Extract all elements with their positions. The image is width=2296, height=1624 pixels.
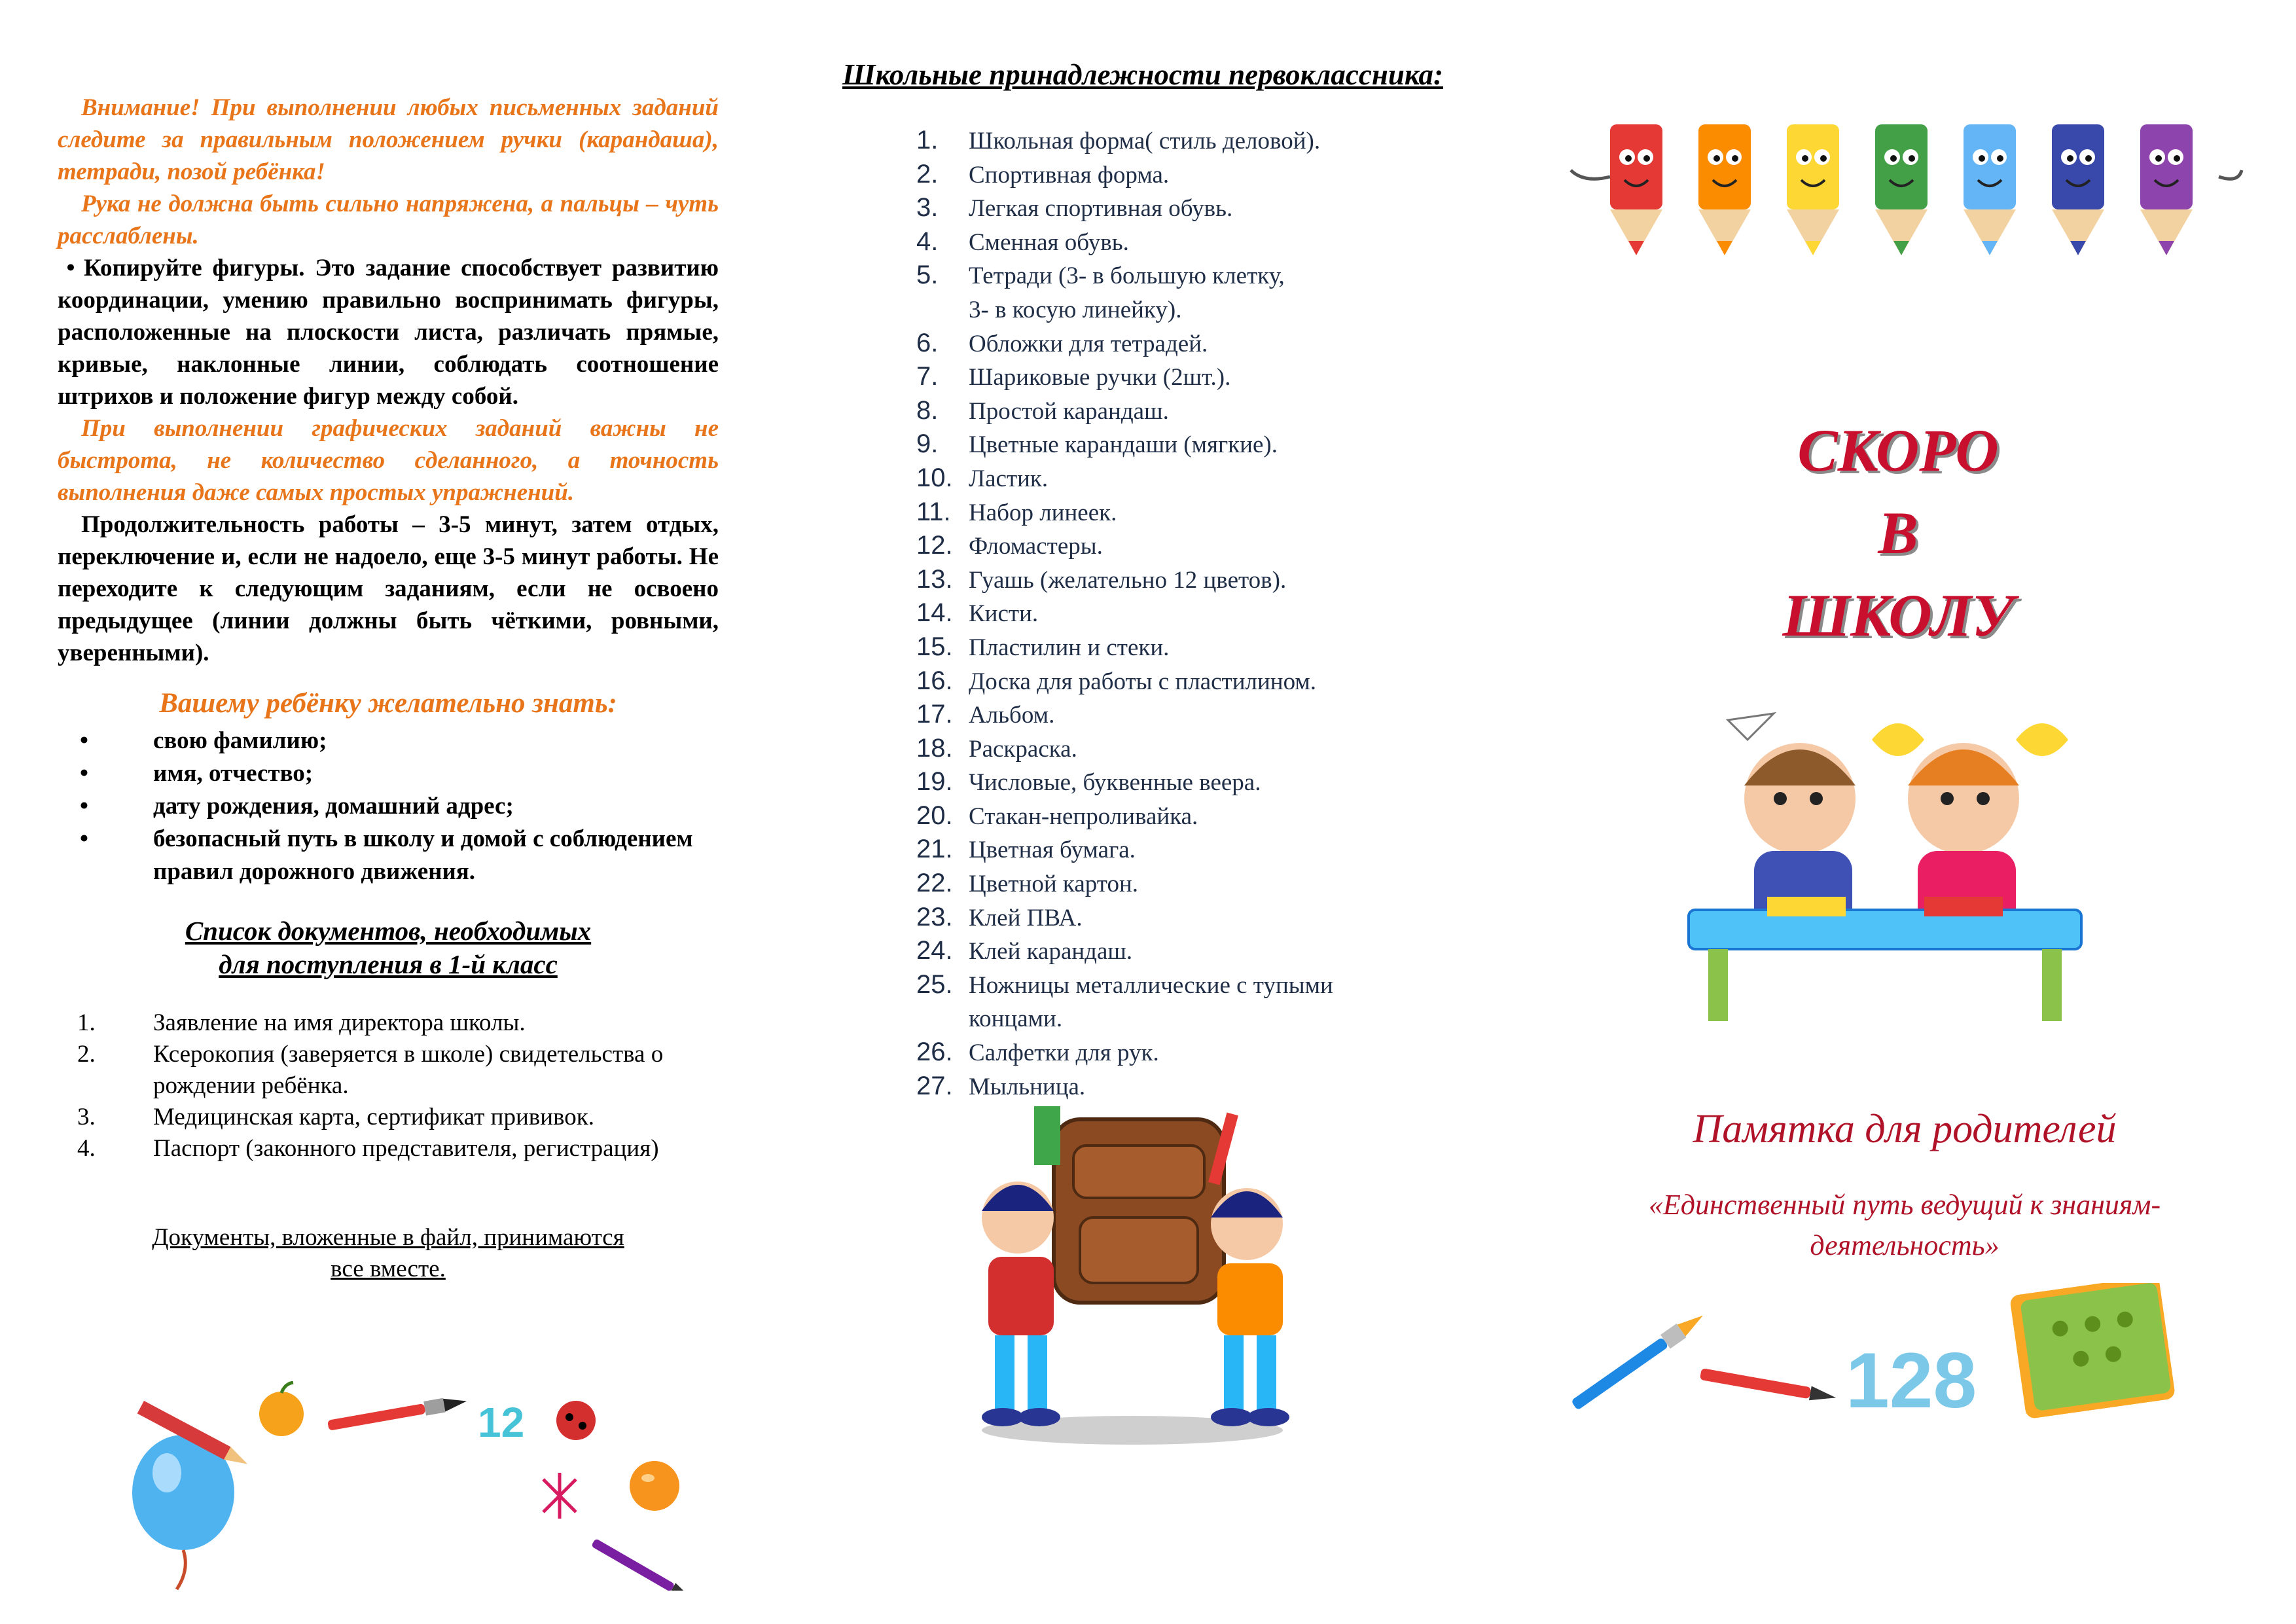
- supply-text: Обложки для тетрадей.: [969, 330, 1208, 357]
- supply-text: Альбом.: [969, 702, 1055, 729]
- item-number: 13.: [916, 564, 953, 594]
- supply-item: [916, 395, 1453, 429]
- supply-item: [916, 259, 1453, 293]
- supply-text: Мыльница.: [969, 1073, 1086, 1100]
- supply-item: [916, 293, 1453, 327]
- supply-item: [916, 462, 1453, 496]
- item-number: 9.: [916, 429, 939, 459]
- bullet-icon: •: [80, 727, 88, 754]
- know-title: Вашему ребёнку желательно знать:: [159, 688, 617, 719]
- supply-item: [916, 901, 1453, 935]
- supply-text: Легкая спортивная обувь.: [969, 195, 1233, 223]
- item-number: 2.: [916, 159, 939, 189]
- item-number: 4.: [916, 226, 939, 256]
- pencil-character-icon: [2140, 124, 2193, 255]
- supply-item: [916, 226, 1453, 260]
- supply-item: [916, 158, 1453, 192]
- item-number: 21.: [916, 835, 953, 864]
- item-number: 25.: [916, 969, 953, 999]
- copy-figures-paragraph: [58, 252, 719, 412]
- supply-item: [916, 1070, 1453, 1104]
- supplies-list: [916, 124, 1453, 1104]
- pencil-hand-icon: [2219, 170, 2242, 179]
- supply-text: Ножницы металлические с тупыми: [969, 971, 1333, 999]
- book-icon: [2009, 1283, 2176, 1419]
- item-number: 22.: [916, 869, 953, 898]
- supply-item: [916, 530, 1453, 564]
- know-item-text: дату рождения, домашний адрес;: [153, 793, 514, 820]
- supply-text: Фломастеры.: [969, 533, 1103, 560]
- item-number: 17.: [916, 700, 953, 729]
- supply-text: Раскраска.: [969, 735, 1077, 763]
- list-item: [58, 757, 719, 790]
- document-text: Паспорт (законного представителя, регистрация): [153, 1135, 659, 1162]
- paintbrush-icon: [327, 1394, 468, 1433]
- kids-backpack-illustration: [956, 1106, 1309, 1447]
- item-number: 6.: [916, 328, 939, 357]
- supply-text: Цветной картон.: [969, 871, 1138, 898]
- supply-item: [916, 192, 1453, 226]
- document-text: Заявление на имя директора школы.: [153, 1009, 526, 1036]
- backpack-icon: [1034, 1106, 1238, 1303]
- supplies-bottom-illustration: [1564, 1283, 2219, 1447]
- pencil-character-icon: [1698, 124, 1751, 255]
- pencil-character-icon: [1610, 124, 1662, 255]
- supply-item: [916, 1036, 1453, 1070]
- item-number: 7.: [916, 362, 939, 391]
- paintbrush-icon: [590, 1537, 696, 1591]
- supply-text: Простой карандаш.: [969, 397, 1169, 425]
- supply-text: Цветные карандаши (мягкие).: [969, 431, 1278, 459]
- supply-text: Сменная обувь.: [969, 228, 1129, 256]
- supply-item: [916, 564, 1453, 598]
- documents-footer-line-2: все вместе.: [331, 1255, 446, 1282]
- know-item-text: безопасный путь в школу и домой с соблюдением правил дорожного движения.: [153, 825, 693, 885]
- supply-text: Кисти.: [969, 600, 1039, 628]
- bullet-icon: •: [80, 825, 88, 852]
- warning-paragraph: Внимание! При выполнении любых письменных заданий следите за правильным положением ручки (карандаша), тетради, позой ребёнка!: [58, 94, 719, 185]
- item-number: 1.: [77, 1009, 96, 1036]
- supply-item: [916, 124, 1453, 158]
- supply-item: [916, 732, 1453, 767]
- digits-label: 128: [1846, 1337, 1977, 1424]
- left-text-block: [58, 92, 719, 1285]
- know-item-text: свою фамилию;: [153, 727, 327, 754]
- document-text: Ксерокопия (заверяется в школе) свидетельства о рождении ребёнка.: [153, 1041, 664, 1099]
- supply-text: Шариковые ручки (2шт.).: [969, 364, 1231, 391]
- desk-icon: [1689, 897, 2081, 1021]
- main-title-line-3: ШКОЛУ: [1782, 582, 2014, 649]
- item-number: 5.: [916, 261, 939, 290]
- supply-item: [916, 631, 1453, 665]
- documents-footer: [58, 1222, 719, 1285]
- quote-line-1: «Единственный путь ведущий к знаниям-: [1648, 1189, 2161, 1221]
- supply-item: [916, 361, 1453, 395]
- supply-item: [916, 766, 1453, 800]
- children-at-desk-illustration: [1649, 700, 2121, 1041]
- supply-text: 3- в косую линейку).: [969, 296, 1182, 323]
- supply-text: Цветная бумага.: [969, 837, 1136, 864]
- supply-item: [916, 698, 1453, 732]
- supply-item: [916, 665, 1453, 699]
- supplies-title: Школьные принадлежности первоклассника:: [842, 58, 1444, 91]
- paintbrush-icon: [1570, 1308, 1708, 1413]
- girl-figure-icon: [1211, 1188, 1289, 1426]
- supply-item: [916, 935, 1453, 969]
- main-title-line-2: В: [1878, 499, 1918, 566]
- snowflake-icon: [543, 1473, 576, 1519]
- supply-text: Салфетки для рук.: [969, 1039, 1159, 1067]
- quote-line-2: деятельность»: [1810, 1229, 2000, 1261]
- left-panel: [0, 0, 759, 1624]
- supply-text: Клей карандаш.: [969, 938, 1133, 965]
- supply-text: концами.: [969, 1005, 1063, 1033]
- supply-text: Тетради (3- в большую клетку,: [969, 262, 1285, 290]
- supply-text: Стакан-непроливайка.: [969, 803, 1198, 830]
- list-item: [58, 790, 719, 823]
- pencil-characters-illustration: [1564, 118, 2245, 275]
- middle-panel: [759, 0, 1525, 1624]
- supply-item: [916, 800, 1453, 834]
- supply-text: Школьная форма( стиль деловой).: [969, 128, 1321, 154]
- supply-item: [916, 428, 1453, 462]
- warning-paragraph-2: Рука не должна быть сильно напряжена, а пальцы – чуть расслаблены.: [58, 190, 719, 249]
- supply-text: Пластилин и стеки.: [969, 634, 1170, 661]
- ladybug-icon: [556, 1401, 596, 1440]
- list-item: [58, 725, 719, 757]
- list-item: [58, 1133, 719, 1164]
- paper-plane-icon: [1728, 713, 1774, 740]
- list-item: [58, 1007, 719, 1039]
- item-number: 12.: [916, 531, 953, 560]
- paintbrush-icon: [1700, 1367, 1838, 1405]
- item-number: 1.: [916, 126, 939, 154]
- supply-text: Ластик.: [969, 465, 1049, 492]
- supply-text: Клей ПВА.: [969, 904, 1083, 931]
- pencil-character-icon: [2052, 124, 2104, 255]
- item-number: 10.: [916, 463, 953, 492]
- supply-text: Гуашь (желательно 12 цветов).: [969, 566, 1287, 594]
- item-number: 3.: [916, 193, 939, 223]
- item-number: 19.: [916, 767, 953, 797]
- documents-title-line-1: Список документов, необходимых: [185, 916, 592, 946]
- supply-text: Доска для работы с пластилином.: [969, 668, 1317, 695]
- graphic-note-paragraph: При выполнении графических заданий важны не быстрота, не количество сделанного, а точность выполнения даже самых простых упражнений.: [58, 415, 719, 506]
- documents-footer-line-1: Документы, вложенные в файл, принимаются: [152, 1224, 624, 1251]
- know-item-text: имя, отчество;: [153, 760, 314, 787]
- documents-title: [58, 914, 719, 981]
- documents-title-line-2: для поступления в 1-й класс: [219, 949, 558, 979]
- item-number: 15.: [916, 632, 953, 661]
- item-number: 16.: [916, 666, 953, 695]
- item-number: 27.: [916, 1071, 953, 1100]
- item-number: 14.: [916, 598, 953, 628]
- pencil-character-icon: [1787, 124, 1839, 255]
- supply-item: [916, 833, 1453, 867]
- supply-item: [916, 1002, 1453, 1036]
- supply-item: [916, 327, 1453, 361]
- item-number: 11.: [916, 497, 951, 526]
- bullet-icon: •: [80, 760, 88, 787]
- item-number: 3.: [77, 1104, 96, 1130]
- item-number: 20.: [916, 801, 953, 830]
- bullet-icon: •: [66, 255, 75, 281]
- item-number: 23.: [916, 902, 953, 931]
- bullet-icon: •: [80, 793, 88, 820]
- document-text: Медицинская карта, сертификат прививок.: [153, 1104, 594, 1130]
- item-number: 4.: [77, 1135, 96, 1162]
- balloon-icon: [132, 1435, 234, 1589]
- digits-label: 12: [478, 1399, 525, 1446]
- supply-text: Спортивная форма.: [969, 161, 1170, 189]
- copy-figures-text: Копируйте фигуры. Это задание способствует развитию координации, умению правильно воспринимать фигуры, расположенные на плоскости листа, различать прямые, кривые, наклонные линии, соблюдать соотношение штрихов и положение фигур между собой.: [58, 255, 719, 410]
- pencil-hand-icon: [1571, 170, 1610, 179]
- documents-list: [58, 1007, 719, 1164]
- item-number: 26.: [916, 1038, 953, 1067]
- item-number: 2.: [77, 1041, 96, 1068]
- supply-text: Набор линеек.: [969, 499, 1117, 526]
- memo-title: Памятка для родителей: [1693, 1107, 2117, 1151]
- right-panel: [1525, 0, 2296, 1624]
- supply-item: [916, 496, 1453, 530]
- item-number: 24.: [916, 936, 953, 965]
- item-number: 8.: [916, 395, 939, 425]
- main-title: [1636, 409, 2160, 657]
- quote-text: [1590, 1185, 2219, 1266]
- list-item: [58, 1039, 719, 1102]
- know-list: [58, 725, 719, 888]
- main-title-line-1: СКОРО: [1797, 417, 1999, 484]
- supply-item: [916, 597, 1453, 631]
- apple-icon: [259, 1382, 304, 1436]
- boy-figure-icon: [982, 1182, 1060, 1426]
- pencil-character-icon: [1964, 124, 2016, 255]
- school-supplies-illustration: [124, 1381, 713, 1591]
- list-item: [58, 823, 719, 888]
- supply-text: Числовые, буквенные веера.: [969, 769, 1261, 797]
- list-item: [58, 1102, 719, 1133]
- orange-fruit-icon: [630, 1461, 679, 1511]
- pencil-character-icon: [1875, 124, 1928, 255]
- supply-item: [916, 867, 1453, 901]
- item-number: 18.: [916, 733, 953, 763]
- supply-item: [916, 969, 1453, 1003]
- duration-paragraph: Продолжительность работы – 3-5 минут, затем отдых, переключение и, если не надоело, еще 3-5 минут работы. Не переходите к следующим заданиям, если не освоено предыдущее (линии должны быть чёткими, ровными, уверенными).: [58, 511, 719, 666]
